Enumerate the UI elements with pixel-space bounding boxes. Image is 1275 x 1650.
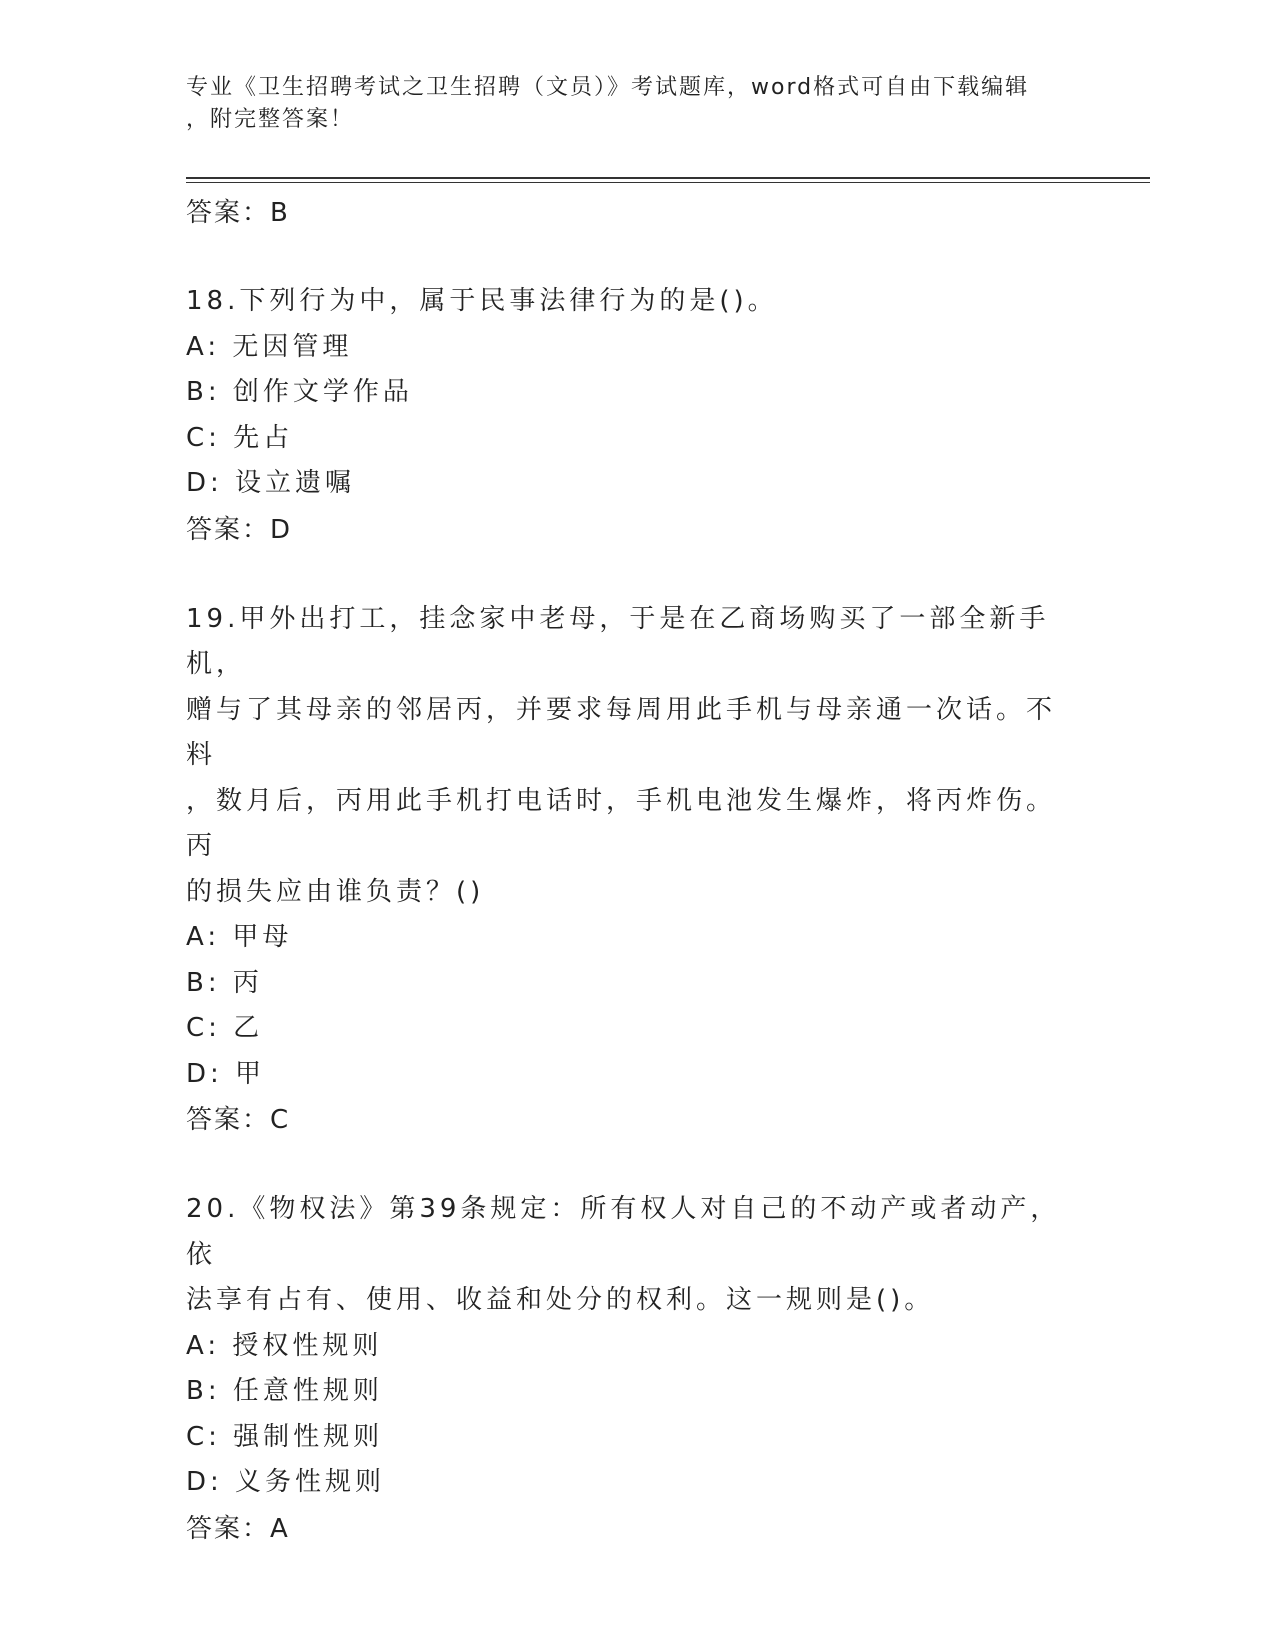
option-d: D: 义务性规则 (186, 1467, 386, 1497)
question-stem: 18.下列行为中，属于民事法律行为的是()。 (186, 286, 778, 316)
question-stem: 20.《物权法》第39条规定：所有权人对自己的不动产或者动产，依 (186, 1194, 1061, 1270)
question-20 (186, 1187, 1066, 1552)
question-stem: 法享有占有、使用、收益和处分的权利。这一规则是()。 (186, 1285, 935, 1315)
question-list (186, 190, 1066, 1552)
question-stem: 19.甲外出打工，挂念家中老母，于是在乙商场购买了一部全新手机， (186, 603, 1050, 679)
question-stem: 赠与了其母亲的邻居丙，并要求每周用此手机与母亲通一次话。不料 (186, 694, 1057, 770)
option-b: B: 创作文学作品 (186, 377, 413, 407)
option-a: A: 授权性规则 (186, 1330, 383, 1361)
option-d: D: 甲 (186, 1058, 266, 1089)
question-18 (186, 279, 1066, 553)
previous-answer: 答案：B (186, 198, 290, 228)
document-header (186, 72, 1066, 136)
option-a: A: 无因管理 (186, 331, 353, 362)
option-c: C: 乙 (186, 1013, 264, 1043)
option-c: C: 先占 (186, 422, 294, 453)
answer: 答案：A (186, 1513, 290, 1544)
option-c: C: 强制性规则 (186, 1421, 384, 1452)
header-divider-thin (186, 182, 1150, 183)
question-stem: 的损失应由谁负责？() (186, 876, 485, 907)
header-divider-thick (186, 177, 1150, 179)
header-line-1: 专业《卫生招聘考试之卫生招聘（文员）》考试题库，word格式可自由下载编辑 (186, 75, 1030, 100)
header-line-2: ，附完整答案！ (186, 107, 355, 132)
option-d: D: 设立遗嘱 (186, 468, 356, 498)
question-19 (186, 597, 1066, 1144)
option-b: B: 丙 (186, 967, 263, 998)
question-stem: ，数月后，丙用此手机打电话时，手机电池发生爆炸，将丙炸伤。丙 (186, 785, 1057, 861)
option-a: A: 甲母 (186, 922, 293, 952)
option-b: B: 任意性规则 (186, 1376, 383, 1406)
answer: 答案：C (186, 1105, 291, 1135)
answer: 答案：D (186, 514, 293, 545)
